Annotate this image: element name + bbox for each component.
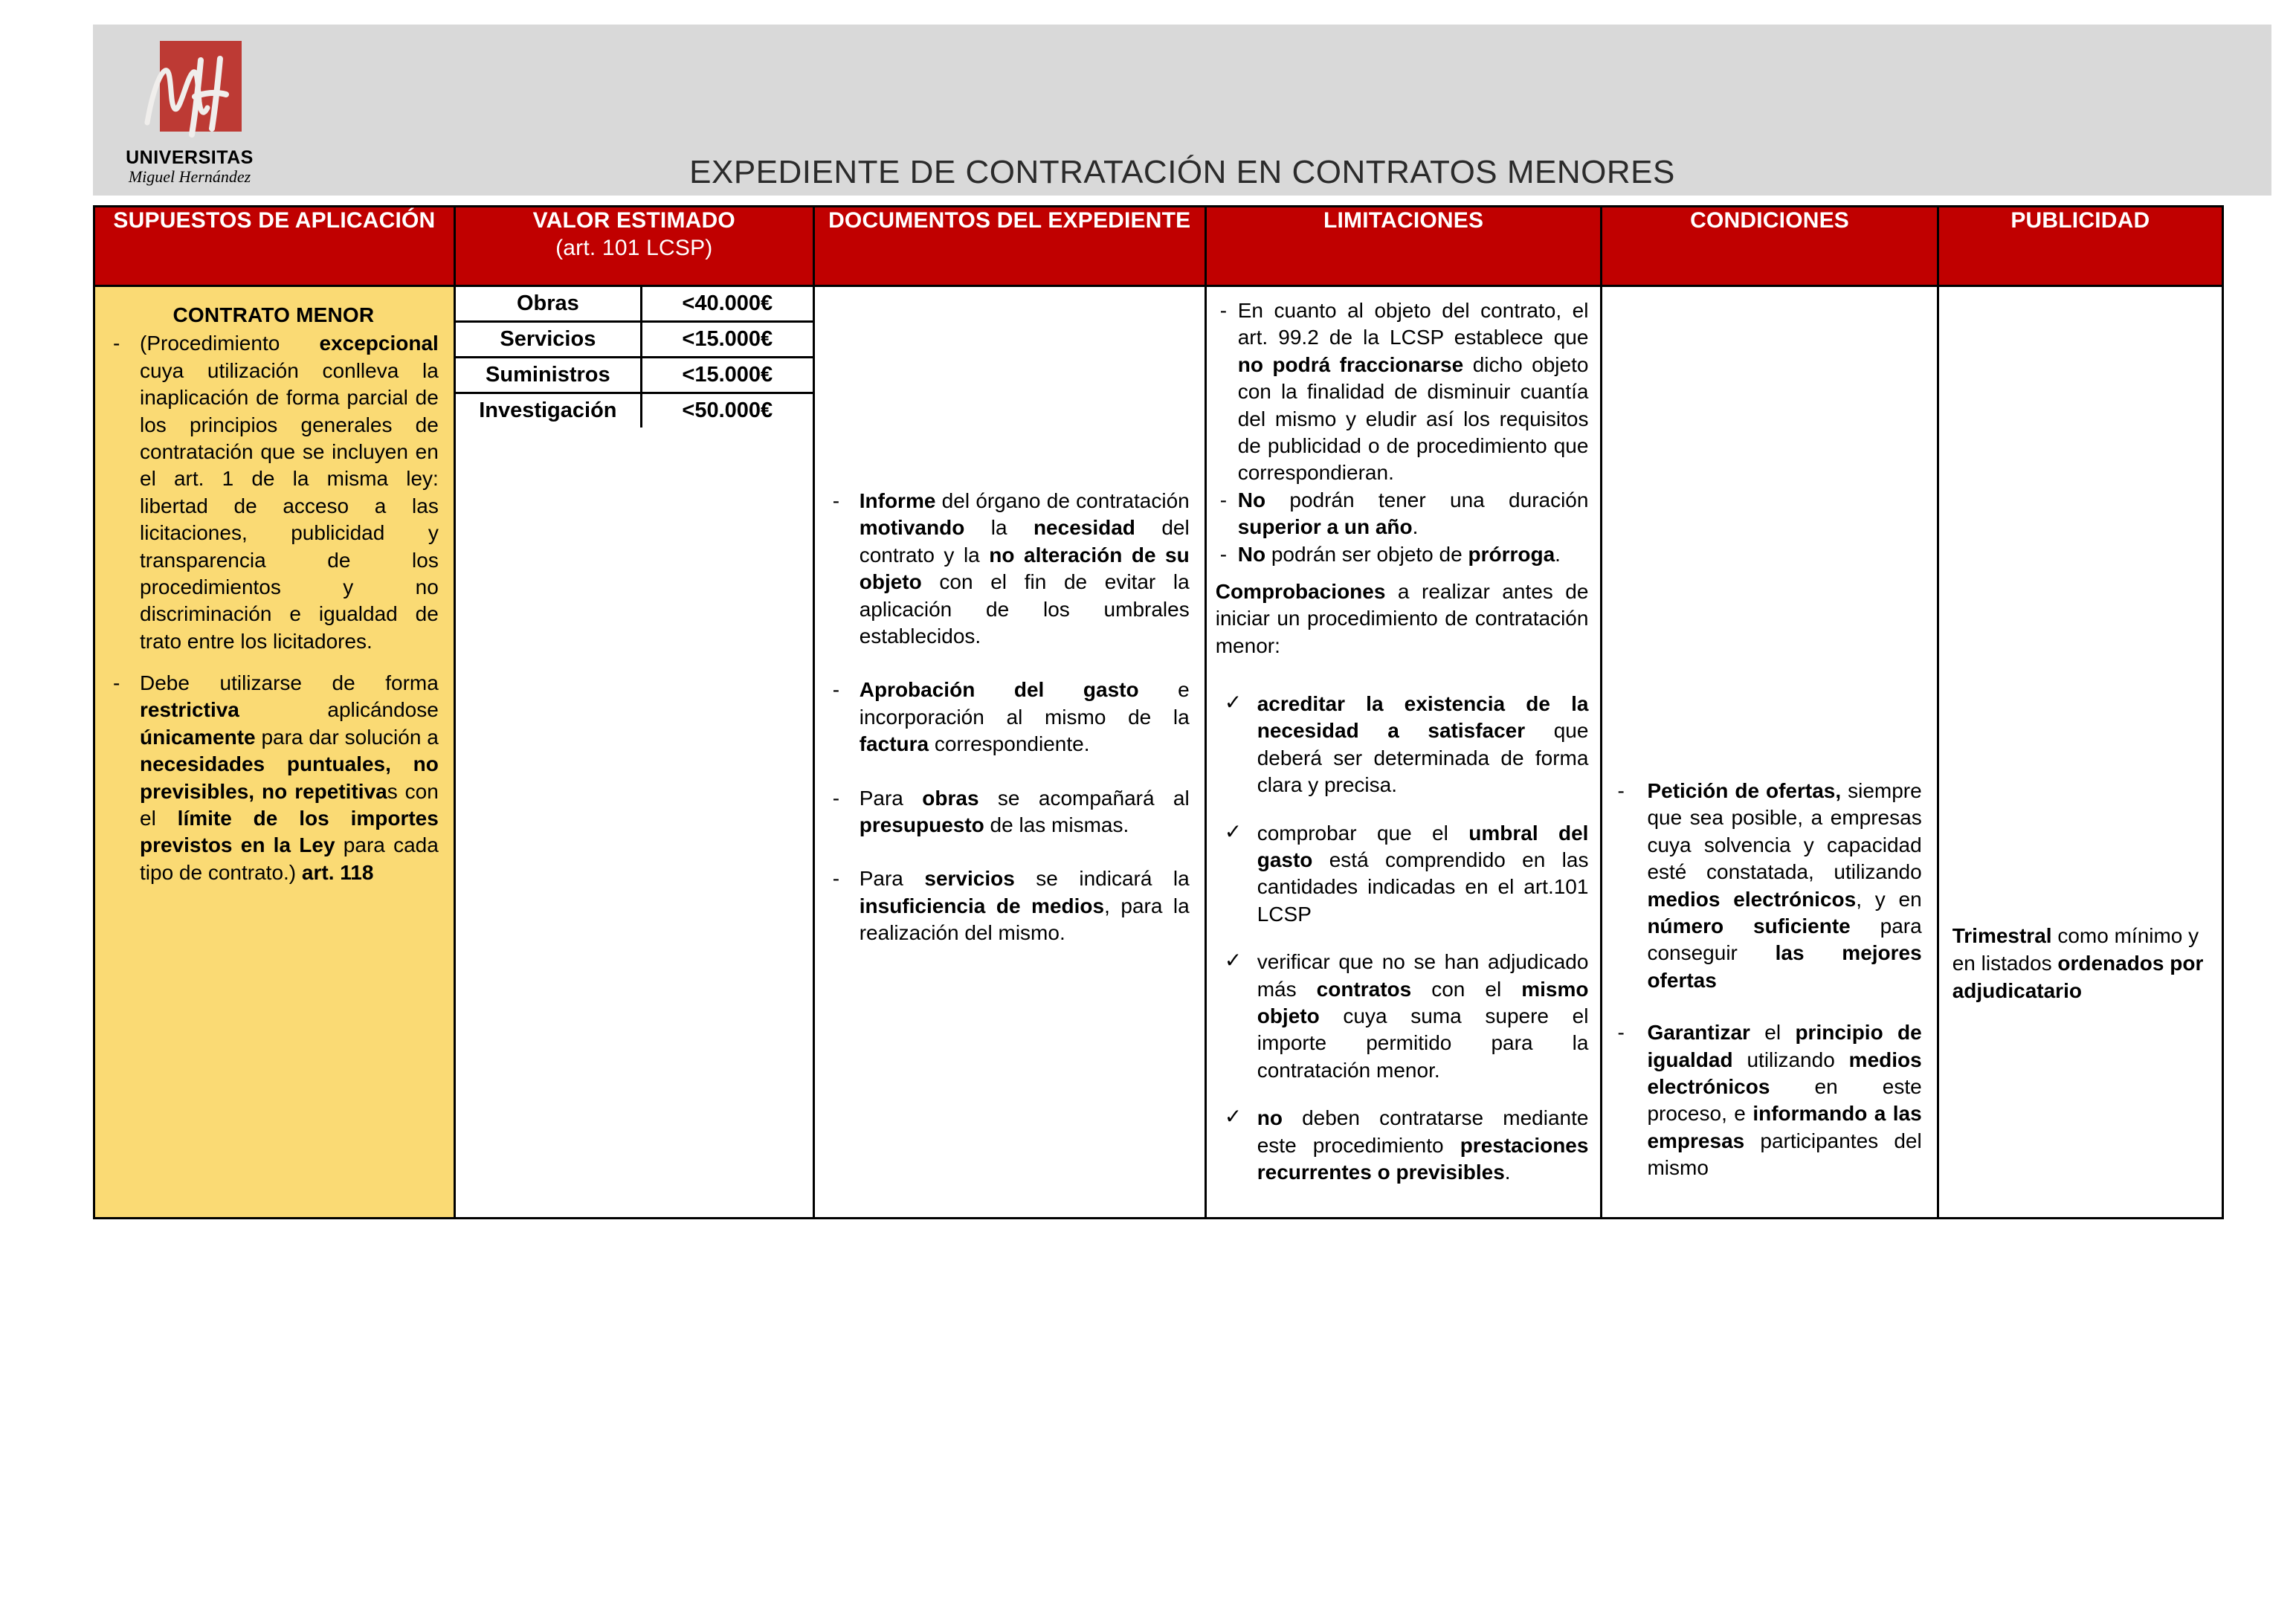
list-item [828,677,1190,758]
bold-run: Garantizar [1647,1021,1750,1045]
contrato-tipo-cell: Suministros [456,358,642,393]
contrato-tipo-cell: Servicios [456,322,642,358]
bold-run: número suficiente [1647,914,1851,938]
text-run: verificar que no se han adjudicado más [1257,950,1589,1001]
text-run: para cada tipo de contrato.) [140,833,439,884]
text-run: está comprendido en las cantidades indicadas en el art.101 LCSP [1257,848,1589,926]
text-run: del órgano de contratación [935,489,1190,512]
contrato-tipo-cell: Obras [456,287,642,322]
valor-estimado-rows [456,287,813,427]
logo-name-text: Miguel Hernández [128,167,251,186]
document-header-band [93,25,2271,196]
bold-run: art. 118 [301,860,374,884]
bold-run: principio de igualdad [1647,1021,1922,1071]
text-run: se acompañará al [978,786,1190,810]
col-header-publicidad [1938,207,2222,286]
contrato-importe-cell: <40.000€ [641,287,812,322]
list-item [1216,1105,1589,1186]
col-header-condiciones [1602,207,1938,286]
col-header-limitaciones-label: LIMITACIONES [1323,208,1484,233]
bold-run: no alteración de su objeto [859,543,1190,594]
text-run: siempre que sea posible, a empresas cuya solvencia y capacidad esté constatada, utilizando [1647,779,1922,884]
cell-limitaciones [1205,286,1602,1219]
logo-universitas-text: UNIVERSITAS [126,147,254,168]
cell-supuestos-aplicacion [94,286,455,1219]
bold-run: medios electrónicos [1647,887,1857,911]
text-run: de las mismas. [984,813,1129,836]
valor-estimado-row [456,287,813,322]
list-item [828,488,1190,650]
col-header-supuestos-label: SUPUESTOS DE APLICACIÓN [113,208,436,233]
text-run: Debe utilizarse de forma [140,671,439,695]
bold-run: prestaciones recurrentes o previsibles [1257,1133,1589,1184]
comprobaciones-check-list [1216,691,1589,1186]
valor-estimado-subtable [456,287,813,427]
text-run: Para [859,786,923,810]
comprobaciones-intro [1216,578,1589,659]
bold-run: insuficiencia de medios [859,894,1105,917]
text-run: . [1555,542,1561,566]
text-run: que deberá ser determinada de forma clara y precisa. [1257,719,1589,797]
list-item [1216,297,1589,487]
contrato-importe-cell: <50.000€ [641,393,812,428]
bold-run: Petición de ofertas, [1647,779,1842,802]
bold-run: medios electrónicos [1647,1048,1922,1098]
bold-run: Aprobación del gasto [859,678,1139,702]
bold-run: no podrá fraccionarse [1237,352,1464,376]
bold-run: factura [859,732,929,756]
list-item [1216,820,1589,929]
text-run: del contrato y la [859,516,1190,567]
cell-documentos-expediente [813,286,1205,1219]
text-run: cuya utilización conlleva la inaplicación de forma parcial de los principios generales de contratación que se incluyen en el art. 1 de la misma ley: libertad de acceso a las licitaciones, publicidad y transparencia de los procedimientos y no discriminación e igualdad de trato entre los licitadores. [140,358,439,653]
valor-estimado-row [456,393,813,428]
list-item [1216,691,1589,799]
text-run: . [1412,515,1419,539]
bold-run: superior a un año [1237,515,1413,539]
col-header-limitaciones [1205,207,1602,286]
list-item [1216,541,1589,568]
bold-run: las mejores ofertas [1647,941,1922,992]
text-run: se indicará la [1014,867,1190,891]
text-run: . [1504,1160,1511,1184]
mh-monogram-icon [137,41,242,147]
valor-estimado-row [456,358,813,393]
list-item [828,865,1190,946]
text-run: comprobar que el [1257,821,1469,845]
bold-run: no [1257,1106,1283,1130]
text-run: e incorporación al mismo de la [859,678,1190,729]
list-item [1613,778,1921,994]
text-run: deben contratarse mediante este procedimiento [1257,1106,1589,1157]
condiciones-list [1613,778,1921,1181]
text-run: s con el [140,779,439,830]
bold-run: restrictiva [140,698,239,722]
text-run: aplicándose [239,698,439,722]
text-run: a realizar antes de iniciar un procedimiento de contratación menor: [1215,579,1589,657]
bold-run: necesidad [1033,516,1135,540]
text-run: (Procedimiento [140,332,320,355]
cell-valor-estimado [454,286,813,1219]
list-item [828,785,1190,839]
bold-run: contratos [1316,977,1412,1001]
contrato-tipo-cell: Investigación [456,393,642,428]
col-header-documentos-label: DOCUMENTOS DEL EXPEDIENTE [828,208,1191,233]
contrato-importe-cell: <15.000€ [641,358,812,393]
col-header-documentos [813,207,1205,286]
bold-run: ordenados por adjudicatario [1952,951,2204,1002]
table-header-row [94,207,2223,286]
contratos-menores-table [93,205,2224,1219]
text-run: participantes del mismo [1647,1129,1922,1180]
cell-condiciones [1602,286,1938,1219]
text-run: como mínimo y en listados [1952,924,2199,975]
limitaciones-dash-list [1216,297,1589,568]
bold-run: No [1237,488,1266,512]
text-run: la [964,516,1033,540]
table-body [94,286,2223,1219]
bold-run: umbral del gasto [1257,821,1589,872]
col-header-condiciones-label: CONDICIONES [1690,208,1850,233]
bold-run: presupuesto [859,813,984,836]
bold-run: prórroga [1468,542,1555,566]
bold-run: informando a las empresas [1647,1102,1922,1152]
contrato-menor-heading: CONTRATO MENOR [172,303,375,326]
text-run: correspondiente. [929,732,1090,756]
text-run: con el [1411,977,1522,1001]
bold-run: excepcional [319,332,439,355]
text-run: con el fin de evitar la aplicación de los umbrales establecidos. [859,570,1190,648]
bold-run: límite de los importes previstos en la Ley [140,807,439,857]
text-run: , para la realización del mismo. [859,894,1190,945]
text-run: cuya suma supere el importe permitido para la contratación menor. [1257,1004,1589,1082]
mh-script-glyph [137,41,242,147]
list-item [1613,1019,1921,1181]
list-item [1216,487,1589,541]
text-run: podrán tener una duración [1265,488,1589,512]
bold-run: Trimestral [1952,924,2052,947]
cell-publicidad [1938,286,2222,1219]
contrato-importe-cell: <15.000€ [641,322,812,358]
list-item [109,330,439,655]
text-run: el [1750,1021,1796,1045]
bold-run: acreditar la existencia de la necesidad a satisfacer [1257,692,1589,743]
documentos-list [828,488,1190,946]
valor-estimado-row [456,322,813,358]
col-header-supuestos [94,207,455,286]
bold-run: mismo objeto [1257,977,1589,1027]
bold-run: No [1237,542,1266,566]
text-run: En cuanto al objeto del contrato, el art. 99.2 de la LCSP establece que [1237,299,1589,349]
supuestos-list [109,330,439,886]
page-title: EXPEDIENTE DE CONTRATACIÓN EN CONTRATOS MENORES [689,154,1675,190]
publicidad-text [1952,923,2207,1005]
text-run: , y en [1856,887,1922,911]
bold-run: únicamente [140,725,256,749]
col-header-valor-sub: (art. 101 LCSP) [555,235,713,260]
bold-run: Comprobaciones [1215,579,1386,603]
table-row [94,286,2223,1219]
list-item [1216,949,1589,1084]
list-item [109,670,439,886]
text-run: Para [859,867,925,891]
bold-run: Informe [859,489,936,512]
text-run: podrán ser objeto de [1265,542,1468,566]
bold-run: obras [922,786,979,810]
text-run: en este proceso, e [1647,1074,1922,1126]
text-run: para dar solución a [255,725,439,749]
bold-run: necesidades puntuales, no previsibles, no repetitiva [140,752,439,803]
col-header-publicidad-label: PUBLICIDAD [2010,208,2150,233]
bold-run: motivando [859,516,965,540]
bold-run: servicios [924,867,1015,891]
text-run: dicho objeto con la finalidad de disminuir cuantía del mismo y eludir así los requisitos de publicidad o de procedimiento que correspondieran. [1237,352,1589,485]
text-run: para conseguir [1647,914,1922,965]
text-run: utilizando [1732,1048,1849,1071]
col-header-valor-label: VALOR ESTIMADO [532,208,735,233]
col-header-valor [454,207,813,286]
